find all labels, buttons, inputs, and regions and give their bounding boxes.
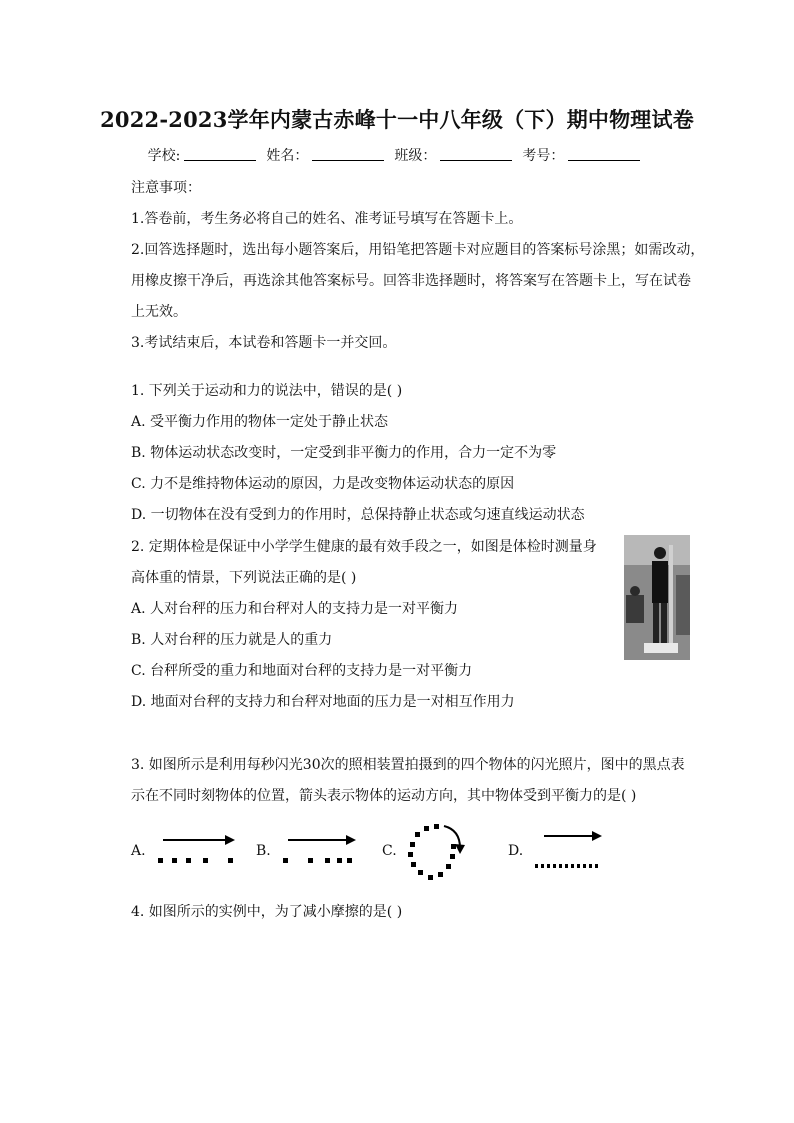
circular-dot-series — [408, 824, 456, 880]
question-3-stem-line-2: 示在不同时刻物体的位置，箭头表示物体的运动方向，其中物体受到平衡力的是( ) — [131, 788, 637, 804]
dense-dot-series — [535, 864, 598, 868]
note-line: 1.答卷前，考生务必将自己的姓名、准考证号填写在答题卡上。 — [131, 211, 523, 227]
question-4-stem: 4. 如图所示的实例中，为了减小摩擦的是( ) — [131, 904, 403, 920]
exam-number-blank[interactable] — [568, 145, 640, 161]
notes-heading: 注意事项： — [131, 180, 201, 196]
question-2-option-d[interactable]: D. 地面对台秤的支持力和台秤对地面的压力是一对相互作用力 — [131, 694, 515, 710]
question-1-option-c[interactable]: C. 力不是维持物体运动的原因，力是改变物体运动状态的原因 — [131, 476, 515, 492]
note-line: 3.考试结束后，本试卷和答题卡一并交回。 — [131, 335, 397, 351]
dot-series — [158, 858, 233, 863]
question-2-option-a[interactable]: A. 人对台秤的压力和台秤对人的支持力是一对平衡力 — [131, 601, 459, 617]
question-3-stem-line-1: 3. 如图所示是利用每秒闪光30次的照相装置拍摄到的四个物体的闪光照片，图中的黑点表 — [131, 757, 685, 773]
note-line: 用橡皮擦干净后，再选涂其他答案标号。回答非选择题时，将答案写在答题卡上，写在试卷 — [131, 273, 691, 289]
class-label: 班级： — [394, 148, 437, 164]
question-2-option-b[interactable]: B. 人对台秤的压力就是人的重力 — [131, 632, 333, 648]
school-label: 学校: — [147, 148, 181, 164]
question-1-option-a[interactable]: A. 受平衡力作用的物体一定处于静止状态 — [131, 414, 389, 430]
note-line: 2.回答选择题时，选出每小题答案后，用铅笔把答题卡对应题目的答案标号涂黑；如需改动， — [131, 242, 705, 258]
question-3-option-a-label[interactable]: A. — [131, 843, 146, 859]
name-label: 姓名： — [266, 148, 309, 164]
question-3-figure-c — [400, 820, 470, 884]
note-line: 上无效。 — [131, 304, 187, 320]
question-1-option-d[interactable]: D. 一切物体在没有受到力的作用时，总保持静止状态或匀速直线运动状态 — [131, 507, 585, 523]
question-3-figure-a — [155, 830, 245, 866]
question-2-stem-line-1: 2. 定期体检是保证中小学学生健康的最有效手段之一，如图是体检时测量身 — [131, 539, 597, 555]
exam-number-label: 考号： — [522, 148, 565, 164]
name-blank[interactable] — [312, 145, 384, 161]
question-3-option-c-label[interactable]: C. — [382, 843, 397, 859]
student-info-row — [0, 145, 794, 165]
question-3-option-d-label[interactable]: D. — [508, 843, 524, 859]
question-1-option-b[interactable]: B. 物体运动状态改变时，一定受到非平衡力的作用，合力一定不为零 — [131, 445, 557, 461]
question-3-option-b-label[interactable]: B. — [256, 843, 271, 859]
question-2-stem-line-2: 高体重的情景，下列说法正确的是( ) — [131, 570, 357, 586]
page-title: 2022-2023学年内蒙古赤峰十一中八年级（下）期中物理试卷 — [100, 107, 694, 132]
class-blank[interactable] — [440, 145, 512, 161]
question-3-figure-b — [280, 830, 370, 866]
question-1-stem: 1. 下列关于运动和力的说法中，错误的是( ) — [131, 383, 403, 399]
question-3-figure-d — [532, 828, 612, 868]
dot-series — [283, 858, 352, 863]
school-blank[interactable] — [184, 145, 256, 161]
physical-exam-photo — [624, 535, 690, 660]
question-2-option-c[interactable]: C. 台秤所受的重力和地面对台秤的支持力是一对平衡力 — [131, 663, 473, 679]
